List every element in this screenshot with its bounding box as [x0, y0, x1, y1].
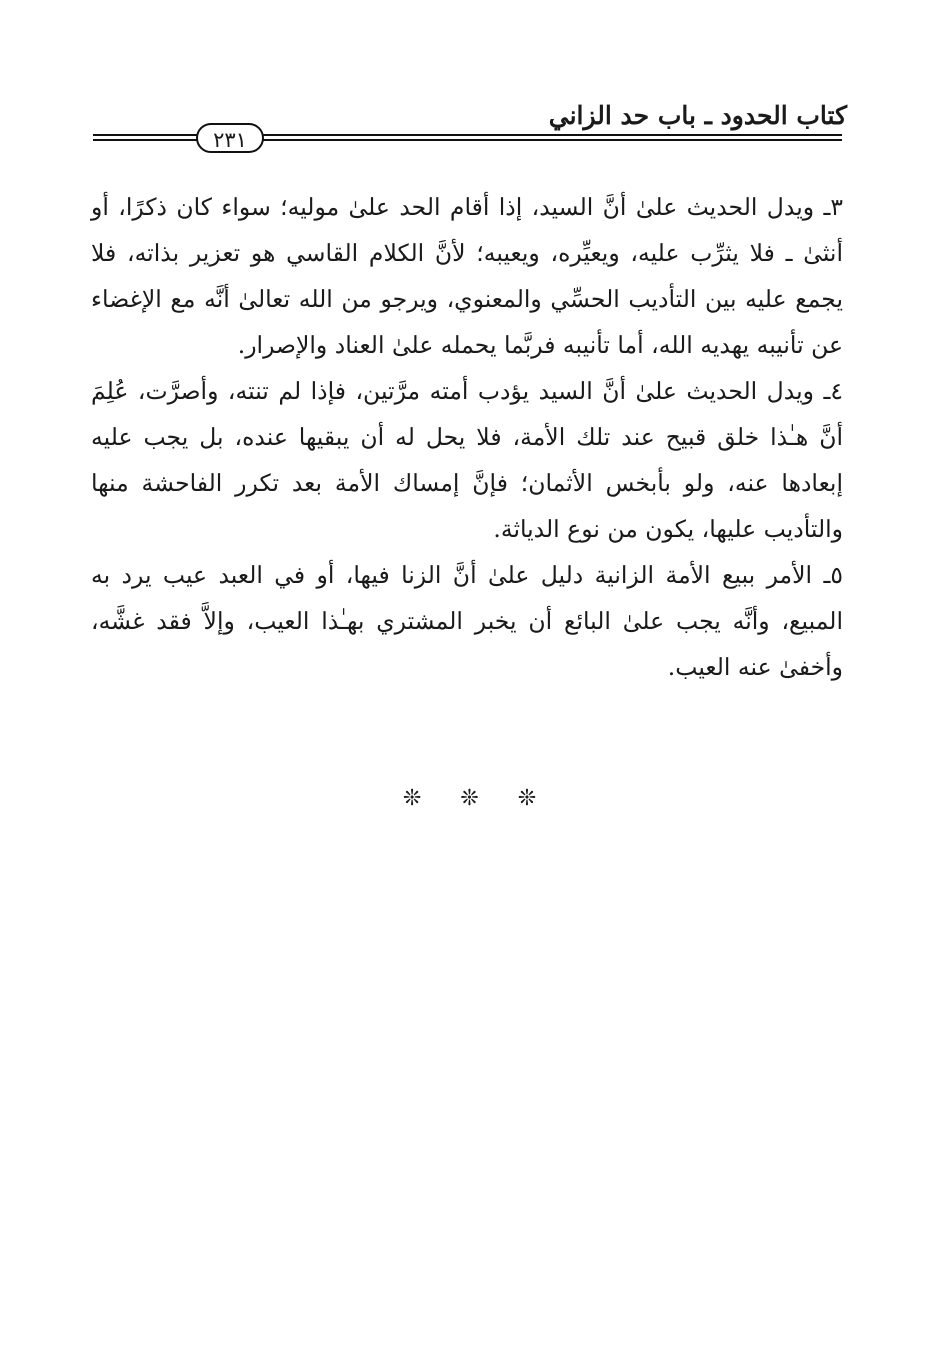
- paragraph-4: [91, 368, 843, 552]
- running-title: كتاب الحدود ـ باب حد الزاني: [548, 101, 847, 130]
- paragraph-number: ٥ـ: [823, 561, 843, 589]
- page-number: ٢٣١: [196, 123, 264, 153]
- paragraph-number: ٤ـ: [823, 377, 843, 405]
- paragraph-number: ٣ـ: [823, 193, 843, 221]
- paragraph-text: ويدل الحديث علىٰ أنَّ السيد يؤدب أمته مرَّتين، فإذا لم تنته، وأصرَّت، عُلِمَ أنَّ هـٰذا خلق قبيح عند تلك الأمة، فلا يحل له أن يبقيها عنده، بل يجب عليه إبعادها عنه، ولو بأبخس الأثمان؛ فإنَّ إمساك الأمة بعد تكرر الفاحشة منها والتأديب عليها، يكون من نوع الدياثة.: [91, 377, 843, 543]
- star-ornament: ❊: [402, 786, 422, 811]
- rule-line: [93, 134, 198, 136]
- rule-line: [93, 139, 198, 141]
- paragraph-text: ويدل الحديث علىٰ أنَّ السيد، إذا أقام الحد علىٰ موليه؛ سواء كان ذكرًا، أو أنثىٰ ـ فلا يثرِّب عليه، ويعيِّره، ويعيبه؛ لأنَّ الكلام القاسي هو تعزير بذاته، فلا يجمع عليه بين التأديب الحسِّي والمعنوي، ويرجو من الله تعالىٰ أنَّه مع الإغضاء عن تأنيبه يهديه الله، أما تأنيبه فربَّما يحمله علىٰ العناد والإصرار.: [91, 193, 843, 359]
- body-text: [91, 184, 843, 690]
- star-ornament: ❊: [460, 786, 479, 811]
- star-ornament: ❊: [517, 786, 537, 811]
- paragraph-3: [91, 184, 843, 368]
- paragraph-5: [91, 552, 843, 690]
- rule-line: [262, 139, 842, 141]
- paragraph-text: الأمر ببيع الأمة الزانية دليل علىٰ أنَّ الزنا فيها، أو في العبد عيب يرد به المبيع، وأنَّه يجب علىٰ البائع أن يخبر المشتري بهـٰذا العيب، وإلاَّ فقد غشَّه، وأخفىٰ عنه العيب.: [91, 561, 843, 681]
- section-separator: [0, 786, 939, 811]
- rule-line: [262, 134, 842, 136]
